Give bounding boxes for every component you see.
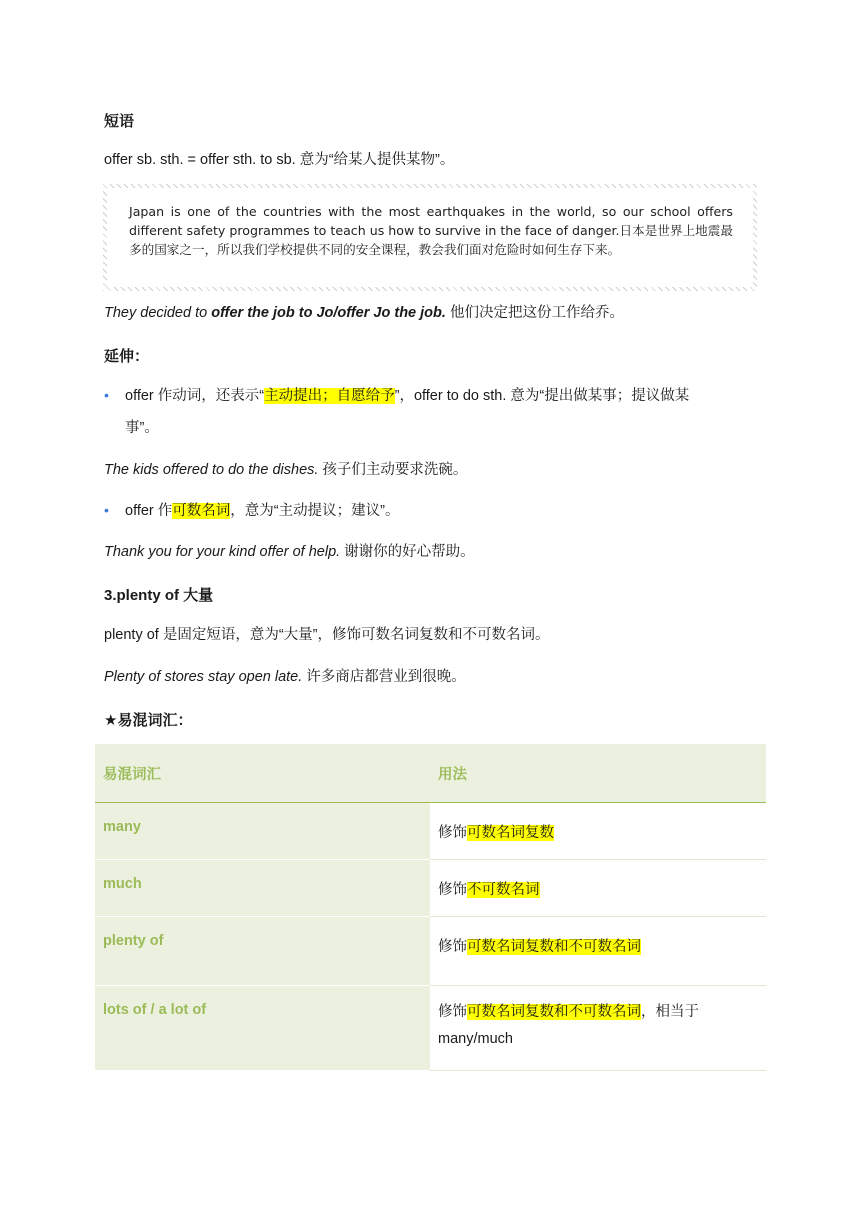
usage-post: ，相当于 (641, 1003, 699, 1020)
bullet1-pre: offer 作动词，还表示“ (125, 388, 265, 404)
bullet2-highlight: 可数名词 (172, 503, 231, 519)
example-help-zh: 谢谢你的好心帮助。 (340, 544, 475, 560)
example-box (103, 184, 757, 291)
usage-highlight: 可数名词复数和不可数名词 (467, 1003, 641, 1020)
example-offer-job (104, 303, 624, 323)
example-stores (104, 667, 466, 687)
phrase-definition: offer sb. sth. = offer sth. to sb. 意为“给某人提供某物”。 (104, 152, 455, 168)
heading-confusing-words: ★易混词汇： (104, 712, 193, 729)
usage-pre: 修饰 (438, 824, 467, 841)
heading-phrase: 短语 (104, 113, 135, 130)
table-cell-usage (430, 859, 766, 916)
table-row (95, 985, 766, 1070)
bullet2-pre: offer 作 (125, 503, 173, 519)
example-offer-job-pre: They decided to (104, 305, 212, 321)
table-cell-word: plenty of (95, 916, 430, 985)
usage-highlight: 可数名词复数和不可数名词 (467, 938, 641, 955)
example-offer-job-zh: 他们决定把这份工作给乔。 (445, 305, 624, 321)
table-cell-word: lots of / a lot of (95, 985, 430, 1070)
table-row (95, 916, 766, 985)
heading-plenty-of: 3.plenty of 大量 (104, 587, 214, 604)
example-kids (104, 460, 467, 480)
heading-extension: 延伸： (104, 348, 150, 365)
example-box-zh: 日本是世界上地震最多的国家之一，所以我们学校提供不同的安全课程，教会我们面对危险时如何生存下来。 (129, 223, 733, 257)
vocab-table (95, 744, 766, 1071)
usage-highlight: 可数名词复数 (467, 824, 554, 841)
usage-cont: many/much (438, 1030, 513, 1047)
bullet1-post: ”，offer to do sth. 意为“提出做某事；提议做某 (394, 388, 690, 404)
bullet1-highlight: 主动提出；自愿给予 (264, 388, 395, 404)
usage-highlight: 不可数名词 (467, 881, 540, 898)
table-row (95, 859, 766, 916)
plenty-description: plenty of 是固定短语，意为“大量”，修饰可数名词复数和不可数名词。 (104, 627, 550, 643)
example-stores-zh: 许多商店都营业到很晚。 (302, 669, 466, 685)
example-offer-job-bold: offer the job to Jo/offer Jo the job. (211, 305, 446, 321)
usage-pre: 修饰 (438, 938, 467, 955)
example-kids-zh: 孩子们主动要求洗碗。 (318, 462, 468, 478)
table-row (95, 802, 766, 859)
table-header-word: 易混词汇 (95, 744, 430, 802)
example-help-en: Thank you for your kind offer of help. (104, 544, 341, 560)
table-cell-word: many (95, 802, 430, 859)
example-kids-en: The kids offered to do the dishes. (104, 462, 319, 478)
table-cell-word: much (95, 859, 430, 916)
example-stores-en: Plenty of stores stay open late. (104, 669, 303, 685)
usage-pre: 修饰 (438, 881, 467, 898)
bullet-verb-usage (125, 386, 689, 406)
example-box-en: Japan is one of the countries with the most earthquakes in the world, so our school offers different safety programmes to teach us how to survive in the face of danger. (129, 204, 733, 238)
bullet2-post: ，意为“主动提议；建议”。 (230, 503, 400, 519)
bullet-noun-usage (125, 501, 399, 521)
example-box-text (129, 202, 733, 259)
bullet-dot-2: • (104, 502, 109, 518)
bullet-dot-1: • (104, 387, 109, 403)
table-cell-usage (430, 802, 766, 859)
bullet-verb-usage-cont: 事”。 (125, 420, 159, 436)
example-help (104, 542, 475, 562)
table-header-row (95, 744, 766, 802)
table-cell-usage (430, 916, 766, 985)
table-header-usage: 用法 (430, 744, 766, 802)
usage-pre: 修饰 (438, 1003, 467, 1020)
table-cell-usage (430, 985, 766, 1070)
